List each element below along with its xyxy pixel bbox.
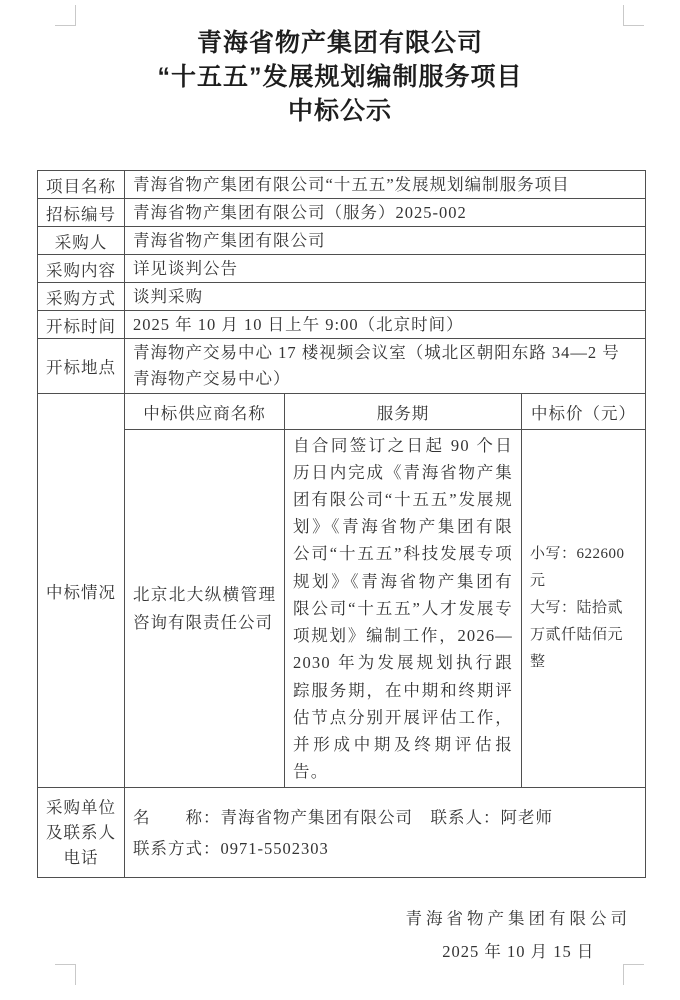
award-data-row — [38, 430, 646, 788]
page-margin-mark-top-left — [55, 5, 76, 26]
row-label-purchase-content: 采购内容 — [38, 255, 125, 283]
signature-organization: 青海省物产集团有限公司 — [405, 909, 631, 928]
row-label-project-name: 项目名称 — [38, 171, 125, 199]
table-row — [38, 255, 646, 283]
contact-phone-line: 联系方式：0971-5502303 — [133, 838, 329, 858]
award-price-capital: 大写：陆拾贰万贰仟陆佰元整 — [530, 600, 624, 670]
award-service-period-cell — [285, 430, 522, 788]
page-margin-mark-top-right — [623, 5, 644, 26]
award-supplier-name: 北京北大纵横管理咨询有限责任公司 — [125, 430, 285, 788]
award-header-supplier: 中标供应商名称 — [125, 394, 285, 430]
title-line-announcement: 中标公示 — [287, 97, 392, 125]
table-row — [38, 227, 646, 255]
row-label-tender-number: 招标编号 — [38, 199, 125, 227]
row-label-purchaser: 采购人 — [38, 227, 125, 255]
document-title — [0, 26, 680, 128]
contact-label-line-3: 电话 — [63, 848, 99, 867]
row-value-bid-opening-time: 2025 年 10 月 10 日上午 9:00（北京时间） — [125, 311, 646, 339]
announcement-table — [37, 170, 646, 878]
signature-date: 2025 年 10 月 15 日 — [442, 942, 595, 961]
table-row — [38, 171, 646, 199]
row-value-project-name: 青海省物产集团有限公司“十五五”发展规划编制服务项目 — [125, 171, 646, 199]
row-label-award-result: 中标情况 — [38, 394, 125, 788]
contact-name-line: 名 称：青海省物产集团有限公司 联系人：阿老师 — [133, 807, 553, 827]
award-service-period-text: 自合同签订之日起 90 个日历日内完成《青海省物产集团有限公司“十五五”发展规划》《青海省物产集团有限公司“十五五”科技发展专项规划》《青海省物产集团有限公司“十五五”人才发展专项规划》编制工作，2026—2030 年为发展规划执行跟踪服务期，在中期和终期评估节点分别开展评估工作，并形成中期及终期评估报告。 — [293, 435, 513, 782]
award-header-service-period: 服务期 — [285, 394, 522, 430]
table-row — [38, 283, 646, 311]
row-label-bid-opening-place: 开标地点 — [38, 339, 125, 394]
row-label-purchase-method: 采购方式 — [38, 283, 125, 311]
contact-label-line-1: 采购单位 — [46, 798, 116, 817]
row-value-purchaser: 青海省物产集团有限公司 — [125, 227, 646, 255]
page-margin-mark-bottom-left — [55, 964, 76, 985]
row-value-purchase-content: 详见谈判公告 — [125, 255, 646, 283]
table-row — [38, 339, 646, 394]
title-line-company: 青海省物产集团有限公司 — [196, 29, 483, 57]
contact-value-cell — [125, 788, 646, 878]
award-price-numeric: 小写：622600 元 — [530, 546, 625, 589]
row-value-tender-number: 青海省物产集团有限公司（服务）2025-002 — [125, 199, 646, 227]
award-header-price: 中标价（元） — [522, 394, 646, 430]
contact-label-line-2: 及联系人 — [46, 823, 116, 842]
award-price-cell — [522, 430, 646, 788]
row-value-bid-opening-place: 青海物产交易中心 17 楼视频会议室（城北区朝阳东路 34—2 号青海物产交易中心） — [125, 339, 646, 394]
table-row — [38, 311, 646, 339]
row-value-purchase-method: 谈判采购 — [125, 283, 646, 311]
row-label-contact — [38, 788, 125, 878]
table-row — [38, 199, 646, 227]
signature-block — [406, 902, 632, 968]
row-label-bid-opening-time: 开标时间 — [38, 311, 125, 339]
award-header-row — [38, 394, 646, 430]
title-line-project: “十五五”发展规划编制服务项目 — [157, 63, 523, 91]
contact-row — [38, 788, 646, 878]
